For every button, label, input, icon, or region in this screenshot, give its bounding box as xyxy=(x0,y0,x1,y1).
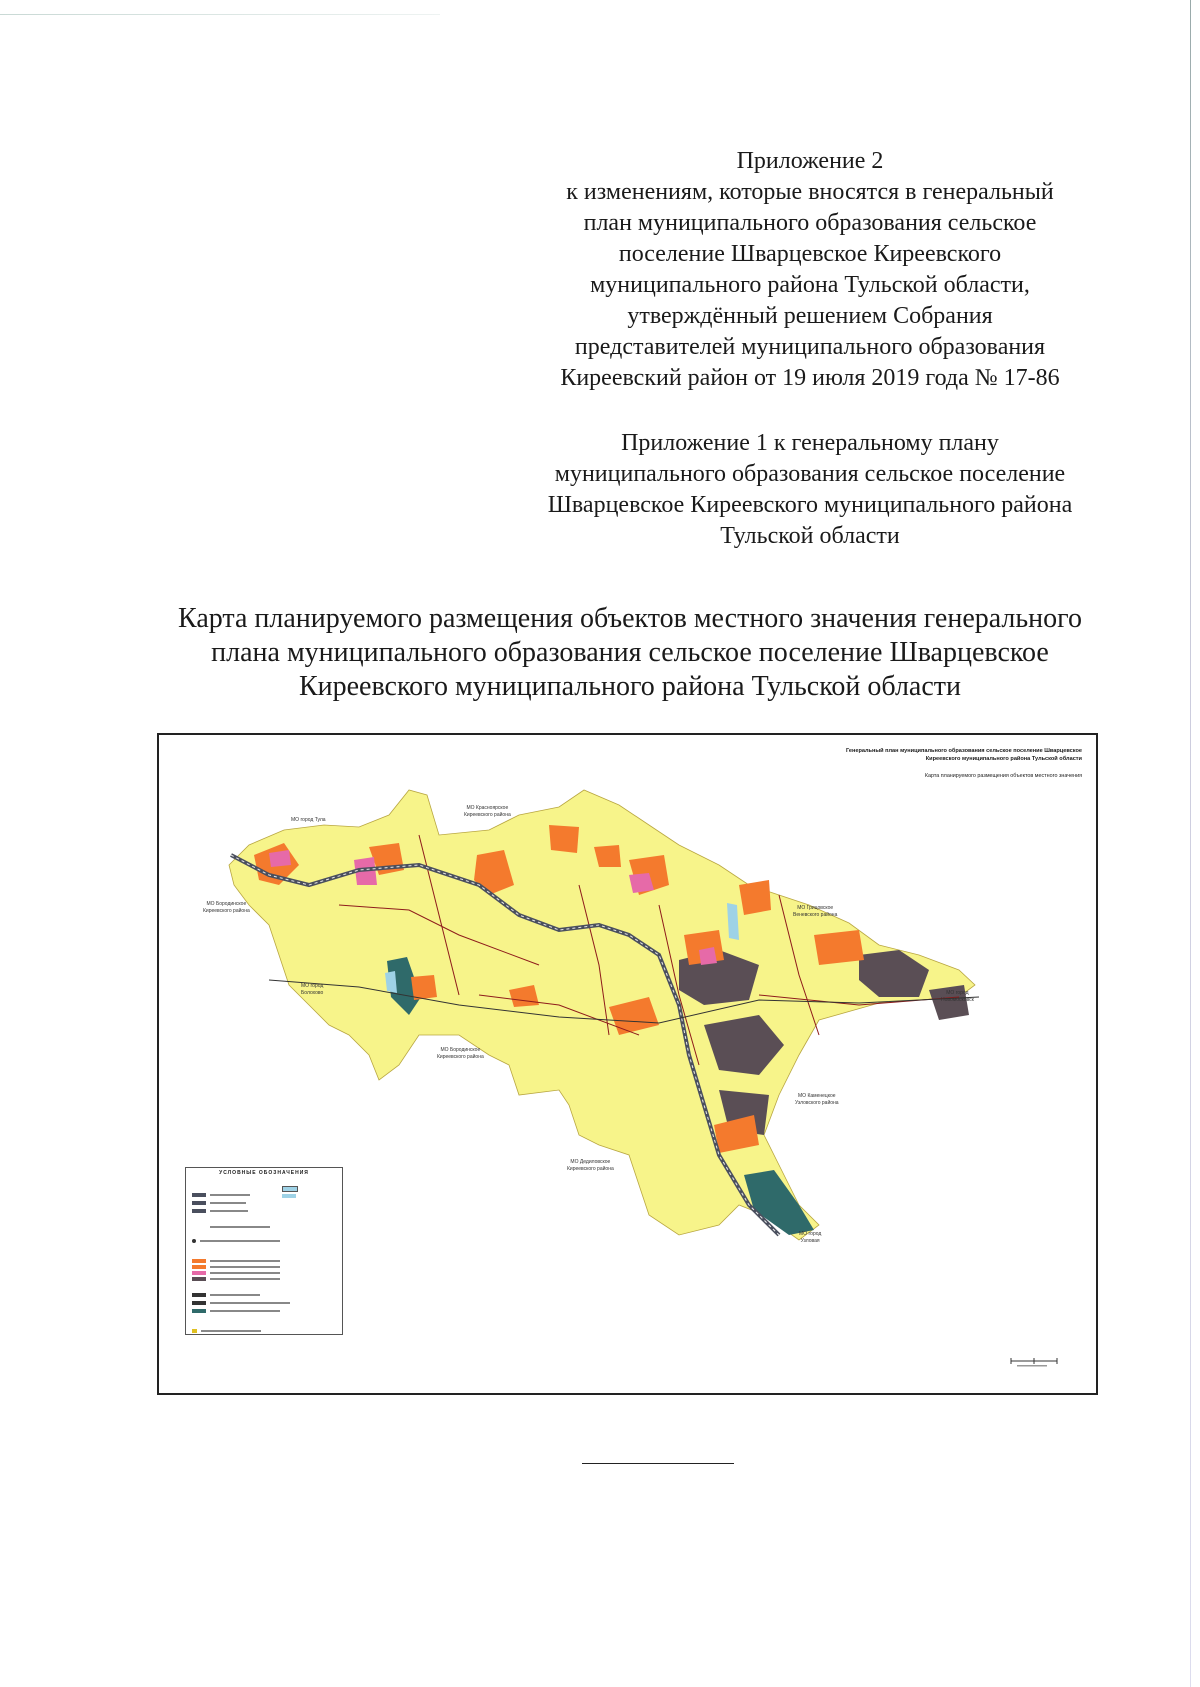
legend-row xyxy=(192,1286,260,1290)
document-title xyxy=(150,602,1110,704)
appendix-2-line: план муниципального образования сельское xyxy=(583,210,1037,236)
legend-text-line xyxy=(210,1210,248,1212)
map-label-bogoroditsk: МО город Болохово xyxy=(301,983,324,996)
map-legend xyxy=(185,1167,343,1335)
map-label-bordinskoe-nw: МО Бородинское Киреевского района xyxy=(203,901,250,914)
legend-text-line xyxy=(201,1330,261,1332)
map-header-line: Киреевского муниципального района Тульской области xyxy=(925,756,1082,762)
water-body xyxy=(727,903,739,940)
legend-row xyxy=(192,1232,280,1236)
legend-row xyxy=(192,1302,280,1306)
legend-swatch xyxy=(192,1239,196,1243)
legend-swatch xyxy=(192,1309,206,1313)
legend-row xyxy=(192,1294,290,1298)
legend-text-line xyxy=(210,1310,280,1312)
legend-row xyxy=(192,1322,261,1326)
appendix-2-line: представителей муниципального образования xyxy=(574,334,1046,360)
legend-row xyxy=(192,1264,280,1268)
legend-swatch-water xyxy=(282,1194,296,1198)
legend-swatch xyxy=(192,1225,206,1229)
legend-title: УСЛОВНЫЕ ОБОЗНАЧЕНИЯ xyxy=(219,1170,309,1176)
appendix-2-line: Приложение 2 xyxy=(736,148,884,174)
map-label-kamenetskoe: МО Каменецкое Узловского района xyxy=(795,1093,839,1106)
scan-edge-right xyxy=(1190,0,1191,1687)
residential-zone xyxy=(814,930,864,965)
residential-zone xyxy=(549,825,579,853)
legend-swatch xyxy=(192,1329,197,1333)
scale-bar xyxy=(1009,1355,1059,1369)
legend-row xyxy=(192,1270,280,1274)
appendix-1-line: Приложение 1 к генеральному плану xyxy=(621,430,999,456)
title-line: Киреевского муниципального района Тульской области xyxy=(298,671,962,702)
public-zone xyxy=(269,850,291,867)
map-label-kraskoe: МО Красноярское Киреевского района xyxy=(464,805,511,818)
appendix-2-line: Киреевский район от 19 июля 2019 года № 17-86 xyxy=(560,365,1060,391)
legend-row xyxy=(192,1186,250,1190)
forest-zone xyxy=(744,1170,814,1235)
map-label-novomoskovsk: МО город Новомосковск xyxy=(941,990,974,1003)
appendix-2-line: муниципального района Тульской области, xyxy=(590,272,1030,298)
scan-edge-top xyxy=(0,14,440,15)
map-label-tula: МО город Тула xyxy=(291,817,326,823)
appendix-1-line: Шварцевское Киреевского муниципального района xyxy=(547,492,1073,518)
appendix-1-line: муниципального образования сельское поселение xyxy=(554,461,1066,487)
title-line: плана муниципального образования сельское поселение Шварцевское xyxy=(211,637,1049,668)
legend-swatch-water xyxy=(282,1186,298,1192)
legend-text-line xyxy=(210,1278,280,1280)
appendix-2-heading xyxy=(540,146,1080,394)
residential-zone xyxy=(411,975,437,1000)
legend-row xyxy=(192,1252,280,1256)
appendix-2-line: к изменениям, которые вносятся в генеральный xyxy=(566,179,1054,205)
map-header xyxy=(782,747,1082,763)
map-header-line: Генеральный план муниципального образования сельское поселение Шварцевское xyxy=(845,748,1082,754)
planning-map xyxy=(157,733,1098,1395)
residential-zone xyxy=(739,880,771,915)
legend-text-line xyxy=(210,1226,270,1228)
map-label-bordinskoe-s: МО Бородинское Киреевского района xyxy=(437,1047,484,1060)
map-label-uzlovaya: МО город Узловая xyxy=(799,1231,822,1244)
legend-row xyxy=(192,1258,280,1262)
legend-row xyxy=(192,1202,248,1206)
legend-swatch xyxy=(192,1209,206,1213)
legend-row xyxy=(192,1194,246,1198)
appendix-1-line: Тульской области xyxy=(720,523,900,549)
appendix-1-heading xyxy=(540,428,1080,552)
appendix-2-line: поселение Шварцевское Киреевского xyxy=(618,241,1002,267)
map-label-gritsovskoe: МО Грицовское Веневского района xyxy=(793,905,838,918)
legend-swatch xyxy=(192,1277,206,1281)
title-line: Карта планируемого размещения объектов местного значения генерального xyxy=(178,603,1082,634)
footer-rule xyxy=(582,1463,734,1464)
legend-row xyxy=(192,1218,270,1222)
map-subheader: Карта планируемого размещения объектов местного значения xyxy=(924,773,1082,779)
appendix-2-line: утверждённый решением Собрания xyxy=(627,303,993,329)
map-label-dedilovskoe: МО Дедиловское Киреевского района xyxy=(567,1159,614,1172)
legend-text-line xyxy=(200,1240,280,1242)
public-zone xyxy=(699,947,717,965)
